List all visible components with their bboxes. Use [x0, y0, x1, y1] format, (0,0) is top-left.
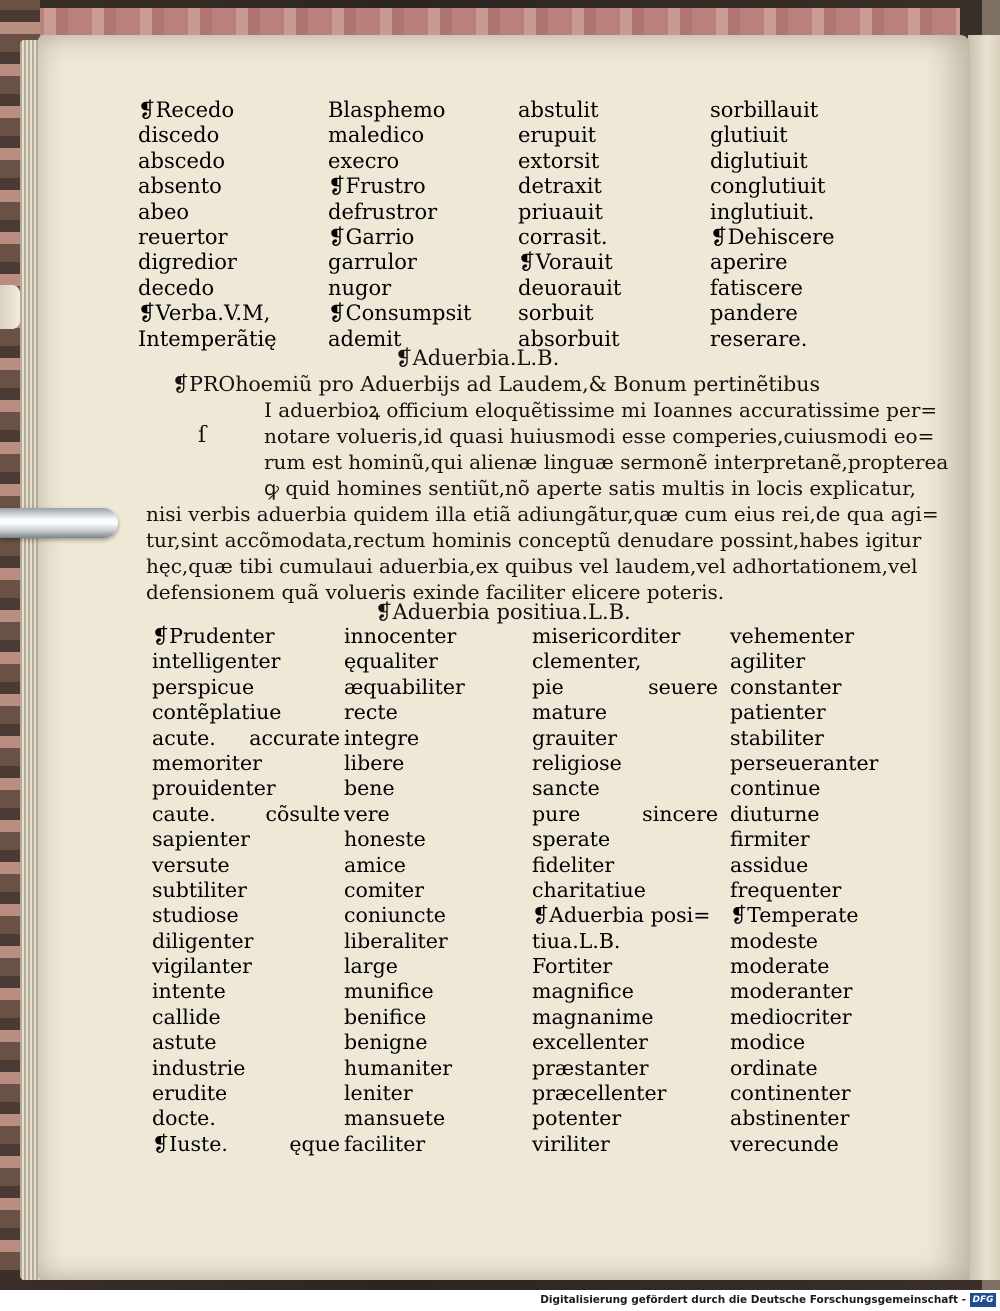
adverb-entry: ordinate	[730, 1055, 818, 1080]
adverb-entry: acute.	[152, 725, 216, 750]
adverb-entry: pure	[532, 801, 581, 826]
adverb-column-3-right	[642, 624, 718, 1157]
adverb-entry: ❡Temperate	[730, 903, 859, 928]
adverb-entry: excellenter	[532, 1030, 648, 1055]
adverb-entry: recte	[344, 700, 398, 725]
adverb-entry: benigne	[344, 1030, 428, 1055]
adverb-entry: ❡Aduerbia posi=	[532, 903, 711, 928]
proem-line: I aduerbioꝝ officium eloquẽtissime mi Ioannes accuratissime per=	[264, 398, 938, 422]
adverb-entry: industrie	[152, 1055, 246, 1080]
word-entry: ❡Consumpsit	[328, 301, 472, 326]
adverb-entry: potenter	[532, 1106, 622, 1131]
adverb-entry: moderanter	[730, 979, 853, 1004]
word-entry: inglutiuit.	[710, 199, 815, 224]
proem-line: notare volueris,id quasi huiusmodi esse comperies,cuiusmodi eo=	[264, 424, 935, 448]
adverb-entry: constanter	[730, 674, 842, 699]
page-clip	[0, 285, 20, 329]
adverb-entry: continue	[730, 776, 821, 801]
adverb-entry: innocenter	[344, 624, 457, 648]
adverb-entry: subtiliter	[152, 877, 247, 902]
adverb-entry: erudite	[152, 1081, 228, 1106]
adverb-entry: integre	[344, 725, 420, 750]
word-entry: decedo	[138, 275, 215, 300]
adverb-entry: accurate	[249, 725, 340, 750]
word-entry: nugor	[328, 275, 392, 300]
adverb-entry: magnanime	[532, 1004, 654, 1029]
word-entry: maledico	[328, 123, 425, 148]
dfg-logo: DFG	[970, 1293, 996, 1307]
word-entry: defrustror	[328, 199, 438, 224]
word-entry: discedo	[138, 123, 220, 148]
adverb-entry: charitatiue	[532, 877, 646, 902]
word-entry: pandere	[710, 301, 798, 326]
adverb-entry: mansuete	[344, 1106, 446, 1131]
adverb-entry: præstanter	[532, 1055, 649, 1080]
adverb-entry: moderate	[730, 954, 830, 979]
word-entry: absento	[138, 174, 222, 199]
word-entry: abscedo	[138, 148, 226, 173]
word-entry: erupuit	[518, 123, 597, 148]
word-entry: glutiuit	[710, 123, 788, 148]
adverb-entry: continenter	[730, 1081, 851, 1106]
word-entry: ❡Garrio	[328, 224, 415, 249]
top-word-grid	[138, 98, 860, 352]
adverb-entry: abstinenter	[730, 1106, 850, 1131]
word-entry: ❡Vorauit	[518, 250, 613, 275]
adverb-entry: cõsulte	[265, 801, 340, 826]
adverb-entry: clementer,	[532, 649, 642, 674]
adverb-entry: verecunde	[730, 1131, 839, 1156]
word-entry: abeo	[138, 199, 190, 224]
top-column-3	[518, 98, 710, 352]
adverb-entry: frequenter	[730, 877, 842, 902]
adverb-entry: studiose	[152, 903, 239, 928]
adverb-entry: docte.	[152, 1106, 216, 1131]
adverb-entry: memoriter	[152, 750, 262, 775]
word-entry: Intemperãtię	[138, 326, 277, 351]
word-entry: detraxit	[518, 174, 602, 199]
adverb-entry: amice	[344, 852, 406, 877]
word-entry: extorsit	[518, 148, 600, 173]
adverb-entry: coniuncte	[344, 903, 446, 928]
adverb-entry: benifice	[344, 1004, 427, 1029]
word-entry: digredior	[138, 250, 237, 275]
adverb-entry: firmiter	[730, 827, 810, 852]
footer-bar	[0, 1290, 1000, 1311]
adverb-entry: leniter	[344, 1081, 413, 1106]
adverb-entry: caute.	[152, 801, 216, 826]
adverb-entry: agiliter	[730, 649, 806, 674]
adverb-entry: assidue	[730, 852, 809, 877]
adverb-entry: astute	[152, 1030, 217, 1055]
adverb-entry: viriliter	[532, 1131, 610, 1156]
proem-line: rum est hominũ,qui alienæ linguæ sermonẽ interpretanẽ,propterea	[264, 450, 949, 474]
adverb-column-1-right	[240, 624, 340, 1157]
word-entry: abstulit	[518, 98, 599, 122]
adverb-entry: honeste	[344, 827, 426, 852]
adverb-entry: vigilanter	[152, 954, 252, 979]
proem-heading: ❡PROhoemiũ pro Aduerbijs ad Laudem,& Bonum pertinẽtibus	[172, 372, 820, 396]
proem-line: hęc,quæ tibi cumulaui aduerbia,ex quibus vel laudem,vel adhortationem,vel	[146, 554, 918, 578]
adverb-entry: ęque	[289, 1131, 340, 1156]
adverb-entry: patienter	[730, 700, 826, 725]
top-column-2	[328, 98, 518, 352]
adverb-entry: præcellenter	[532, 1081, 667, 1106]
word-entry: ❡Verba.V.M,	[138, 301, 271, 326]
adverb-entry: Fortiter	[532, 954, 613, 979]
adverb-entry: magnifice	[532, 979, 634, 1004]
adverb-column-2	[340, 624, 532, 1157]
adverb-entry: modice	[730, 1030, 806, 1055]
adverb-entry: versute	[152, 852, 230, 877]
adverb-entry: prouidenter	[152, 776, 276, 801]
word-entry: Blasphemo	[328, 98, 446, 122]
adverb-entry: seuere	[648, 674, 718, 699]
adverb-entry: humaniter	[344, 1055, 452, 1080]
word-entry: corrasit.	[518, 224, 608, 249]
adverb-entry: callide	[152, 1004, 221, 1029]
word-entry: ademit	[328, 326, 402, 351]
funding-credit: Digitalisierung gefördert durch die Deutsche Forschungsgemeinschaft -	[540, 1294, 966, 1306]
top-column-4	[710, 98, 860, 352]
word-entry: sorbuit	[518, 301, 594, 326]
facing-page-edge	[968, 35, 1000, 1280]
adverb-entry: bene	[344, 776, 395, 801]
adverb-grid	[152, 624, 880, 1157]
adverb-entry: intelligenter	[152, 649, 281, 674]
top-column-1	[138, 98, 328, 352]
word-entry: deuorauit	[518, 275, 622, 300]
word-entry: ❡Recedo	[138, 98, 235, 122]
adverb-entry: perspicue	[152, 674, 255, 699]
glass-rod-page-holder	[0, 508, 118, 538]
adverb-entry: tiua.L.B.	[532, 928, 621, 953]
adverb-entry: pie	[532, 674, 564, 699]
adverb-entry: faciliter	[344, 1131, 426, 1156]
word-entry: ❡Frustro	[328, 174, 426, 199]
adverb-entry: ęqualiter	[344, 649, 438, 674]
adverb-entry: religiose	[532, 750, 622, 775]
proem-marginal-mark: ſ	[198, 423, 207, 448]
word-entry: aperire	[710, 250, 788, 275]
adverb-entry: sincere	[642, 801, 718, 826]
word-entry: sorbillauit	[710, 98, 819, 122]
adverb-entry: sperate	[532, 827, 611, 852]
adverb-entry: misericorditer	[532, 624, 681, 648]
proem-paragraph	[146, 397, 949, 605]
word-entry: conglutiuit	[710, 174, 826, 199]
adverb-entry: intente	[152, 979, 226, 1004]
word-entry: fatiscere	[710, 275, 803, 300]
adverb-entry: vehementer	[730, 624, 854, 648]
adverb-entry: comiter	[344, 877, 424, 902]
adverb-entry: mediocriter	[730, 1004, 852, 1029]
adverb-entry: contẽplatiue	[152, 700, 282, 725]
adverb-entry: large	[344, 954, 398, 979]
adverb-entry: munifice	[344, 979, 434, 1004]
adverb-column-4	[718, 624, 880, 1157]
adverb-entry: diuturne	[730, 801, 820, 826]
proem-line: tur,sint accõmodata,rectum hominis conceptũ denudare possint,habes igitur	[146, 528, 922, 552]
adverb-entry: ❡Iuste.	[152, 1131, 228, 1156]
adverb-entry: æquabiliter	[344, 674, 465, 699]
adverb-entry: sapienter	[152, 827, 250, 852]
proem-line: ꝙ quid homines sentiũt,nõ aperte satis multis in locis explicatur,	[264, 476, 916, 500]
word-entry: ❡Dehiscere	[710, 224, 835, 249]
adverb-entry: ❡Prudenter	[152, 624, 275, 648]
word-entry: reuertor	[138, 224, 228, 249]
word-entry: absorbuit	[518, 326, 620, 351]
section-heading-aduerbia: ❡Aduerbia.L.B.	[395, 346, 560, 370]
adverb-column-1	[152, 624, 282, 1157]
word-entry: garrulor	[328, 250, 417, 275]
marbled-top-edge	[20, 8, 960, 38]
adverb-entry: grauiter	[532, 725, 618, 750]
adverb-entry: modeste	[730, 928, 818, 953]
word-entry: execro	[328, 148, 400, 173]
adverb-entry: libere	[344, 750, 405, 775]
word-entry: diglutiuit	[710, 148, 808, 173]
adverb-entry: liberaliter	[344, 928, 448, 953]
adverb-entry: fideliter	[532, 852, 615, 877]
proem-line: nisi verbis aduerbia quidem illa etiã adiungãtur,quæ cum eius rei,de qua agi=	[146, 502, 939, 526]
adverb-entry: stabiliter	[730, 725, 824, 750]
proem-line: defensionem quã volueris exinde faciliter elicere poteris.	[146, 580, 725, 604]
word-entry: priuauit	[518, 199, 603, 224]
adverb-entry: vere	[344, 801, 390, 826]
adverb-entry: perseueranter	[730, 750, 879, 775]
adverb-entry: diligenter	[152, 928, 254, 953]
adverb-entry: mature	[532, 700, 608, 725]
adverb-entry: sancte	[532, 776, 600, 801]
word-entry: reserare.	[710, 326, 808, 351]
section-heading-positiua: ❡Aduerbia positiua.L.B.	[375, 600, 631, 624]
